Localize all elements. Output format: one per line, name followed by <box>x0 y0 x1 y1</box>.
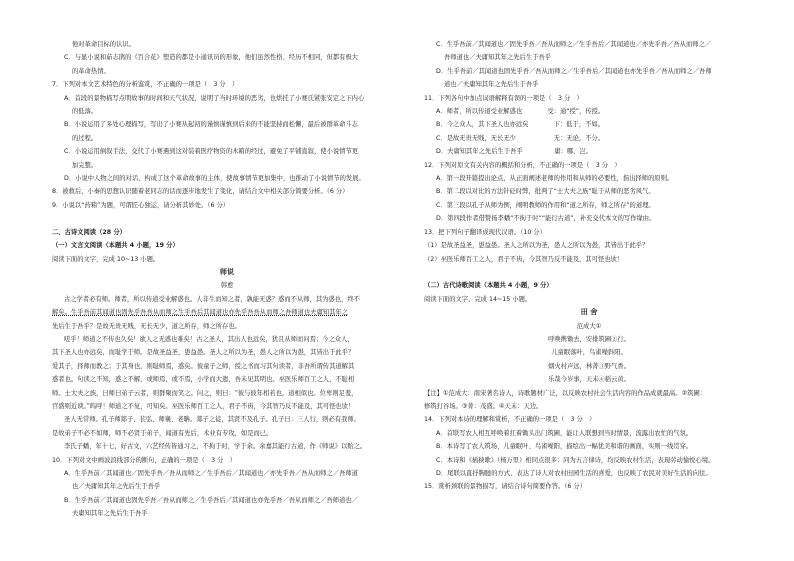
right-text-line: 修筑打谷场。③菁：茂盛。④天末：天边。 <box>424 402 543 410</box>
left-text-line: 师。士大夫之族，曰师曰弟子云者，则群聚而笑之。问之，则曰：“彼与彼年相若也，道相似也。位卑则足羞， <box>52 389 358 397</box>
left-text-line: 的过程。 <box>72 134 98 142</box>
left-text-line: 先后生于吾乎？是故无贵无贱，无长无少，道之所存，师之所存也。 <box>52 322 241 330</box>
right-text-line: D．第四段作者借赞扬李蟠“不拘于时”“能行古道”，补充交代本文的写作缘由。 <box>436 215 656 223</box>
left-text-line: 他对革命目标的认识。 <box>72 41 135 48</box>
left-text-line: 嗟乎！师道之不传也久矣！欲人之无惑也难矣！古之圣人，其出人也远矣，犹且从师而问焉；今之众人， <box>64 335 354 343</box>
left-text-line: D．小说中人物之间的对话，构成了这个革命故事的主体，使故事情节更加集中，也推动了小说情节的发展。 <box>64 175 365 183</box>
right-text-line: 道也／夫庸知其年之先后生于吾乎 <box>444 81 539 89</box>
left-text-line: C．与显小说和茹志鹃的《百合花》塑造的都是小通讯员的形象，他们虽然性格、经历不相同，但都有极大 <box>64 54 359 62</box>
right-text-line: 12．下列对原文有关内容的概括和分析，不正确的一项是（ 3 分 ） <box>424 161 621 169</box>
left-text-line: 夫庸知其年之先后生于吾乎 <box>72 510 148 518</box>
left-text-line: 爱其子，择师而教之；于其身也，则耻师焉，惑矣。彼童子之师，授之书而习其句读者，非吾所谓传其道解其 <box>52 362 355 370</box>
right-text-line: （二）古代诗歌阅读（本题共 4 小题，9 分） <box>424 282 553 290</box>
left-text-line: 古之学者必有师。师者，所以传道受业解惑也。人非生而知之者，孰能无惑？惑而不从师，其为惑也，终不 <box>64 295 360 303</box>
right-text-line: 田 舍 <box>580 308 598 317</box>
right-text-line: 15．赏析颈联的景物描写，请结合诗句简要作答。（6 分） <box>424 483 586 491</box>
left-text-line: C．小说运用倒叙手法，交代了小赛遇到这对装着医疗物资的木箱的经过，避免了平铺直叙，使小说情节更 <box>64 148 359 156</box>
right-text-line: C．第三段以孔子从师为例，阐明教师的作用和“道之所存，师之所存”的道理。 <box>436 201 655 209</box>
right-text-line: 范成大① <box>576 322 602 330</box>
right-text-line: A．第一段开篇提出论点，从正面阐述老师的作用和从师的必要性，指出择师的原则。 <box>436 175 674 183</box>
left-text-line: 官盛则近谀。”呜呼！师道之不复，可知矣。巫医乐师百工之人，君子不齿，今其智乃反不能及，其可怪也欤！ <box>52 402 355 410</box>
left-text-line: 圣人无常师。孔子师郯子、苌弘、师襄、老聃。郯子之徒，其贤不及孔子。孔子曰：三人行，则必有我师。 <box>64 416 360 424</box>
right-text-line: C．本诗和《插秧歌》（杨万里）相同点很多：同为五言律诗，均反映农村生活，表现劳动愉悦心境。 <box>436 456 715 464</box>
right-text-line: 烟火村声远，林菁③野气香。 <box>548 362 630 370</box>
left-text-line: 的低落。 <box>72 108 98 116</box>
left-text-line: 韩愈 <box>220 282 234 290</box>
left-text-line: 师说 <box>220 267 234 276</box>
right-text-line: D．尾联以直抒胸臆的方式，表达了诗人对农村田园生活的喜爱，也反映了农民对美好生活的向往。 <box>436 470 712 477</box>
left-text-line: 李氏子蟠，年十七，好古文，六艺经传皆通习之，不拘于时，学于余。余嘉其能行古道，作《师说》以贻之。 <box>64 443 367 451</box>
right-text-line: 【注】①范成大：南宋著名诗人，诗歌题材广泛，以反映农村社会生活内容的作品成就最高。②筑圃： <box>424 389 707 397</box>
right-text-line: 吾师道也／夫庸知其年之先后生于吾乎 <box>444 54 552 62</box>
right-text-line: 呼唤携锄去，安排筑圃②行。 <box>548 335 630 343</box>
right-text-line: 14．下列对本诗的理解和赏析，不正确的一项是（ 3 分 ） <box>424 416 596 424</box>
right-text-line: B．第二段以对比的方法针砭时弊，批判了“士大夫之族”耻于从师的恶劣风气。 <box>436 188 655 196</box>
left-text-line <box>52 212 402 225</box>
left-text-line: 10．下列对文中画波浪线部分的断句，正确的一项是（ 3 分 ） <box>52 456 237 464</box>
right-text-line: C．生乎吾前／其闻道也／固先乎吾／吾从而师之／生乎吾后／其闻道也／亦先乎吾／吾从而师之／ <box>436 41 712 48</box>
right-text-line: （2）巫医乐师百工之人，君子不齿，今其智乃反不能及，其可怪也欤！ <box>424 255 624 263</box>
right-text-line: 阅读下面的文字，完成 14~15 小题。 <box>424 295 532 303</box>
right-text-line: B．本诗写了农人筑场、儿童眠叶、鸟雀噪阳，描绘出一幅优美和谐的画面，实则一线贯穿。 <box>436 443 693 451</box>
left-text-line: 其下圣人也亦远矣，而耻学于师。是故圣益圣，愚益愚。圣人之所以为圣，愚人之所以为愚，其皆出于此乎？ <box>52 349 355 357</box>
right-text-line: 乐哉今岁事，天末④稻云黄。 <box>548 376 630 384</box>
left-text-line: （一）文言文阅读（本题共 4 小题，19 分） <box>52 242 179 250</box>
left-text-line: B．生乎吾前／其闻道也固先乎吾／吾从而师之／生乎吾后／其闻道也亦先乎吾／吾从而师之／吾师道也／ <box>64 496 358 504</box>
left-text-line: A．生乎吾前／其闻道也／固先乎吾／吾从而师之／生乎吾后／其闻道也／亦先乎吾／吾从而师之／吾师道 <box>64 470 358 477</box>
right-text-line: 13．把下列句子翻译成现代汉语。（10 分） <box>424 228 546 236</box>
right-text-line: 儿童眠落叶，鸟雀噪斜阳。 <box>551 349 627 357</box>
right-text-line <box>424 266 754 279</box>
left-text-line: 8．被救后，小秦的思想认识随着老同志的话而逐步地发生了变化，请结合文中相关部分简要分析。（6 分） <box>52 188 349 196</box>
left-text-line: 加完整。 <box>72 161 98 169</box>
left-text-line: 也／夫庸知其年之先后生于吾乎 <box>72 483 161 491</box>
right-text-line: D．生乎吾前／其闻道也固先乎吾／吾从而师之／生乎吾后／其闻道也亦先乎吾／吾从而师之／吾师 <box>436 67 712 75</box>
left-text-line: 惑者也。句读之不知，惑之不解，或师焉，或不焉，小学而大遗，吾未见其明也。巫医乐师百工之人，不耻相 <box>52 376 355 384</box>
right-text-line: B．今之众人，其下圣人也亦远矣 下：低于，不如。 <box>436 121 605 129</box>
left-text-line: 是故弟子不必不如师，师不必贤于弟子，闻道有先后，术业有专攻，如是而已。 <box>52 429 273 437</box>
left-text-line: A．首段的景物描写点明故事的时间和天气状况，说明了当时环境的恶劣，也烘托了小赛氏紧张安定之下内心 <box>64 94 365 102</box>
left-text-line: 的革命热情。 <box>72 67 110 75</box>
left-text-line: 7．下列对本文艺术特色的分析鉴赏，不正确的一项是（ 3 分 ） <box>52 81 239 89</box>
left-text-line: 阅读下面的文字，完成 10~13 小题。 <box>52 255 160 263</box>
left-text-line: 二、古诗文阅读（28 分） <box>52 228 126 236</box>
left-column <box>52 38 402 521</box>
right-text-line: A．首联写农人相互呼唤着扛着锄头出门筑圃，能让人联想到当时情景，流露出农忙的气氛。 <box>436 429 693 437</box>
left-text-line: 9．小说以“药箱”为题，可谓匠心独运，请分析其妙处。（6 分） <box>52 201 230 209</box>
right-column <box>424 38 754 494</box>
right-text-line: C．是故无贵无贱，无长无少 无：无论，不分。 <box>436 134 605 142</box>
left-text-line: B．小说运用了多处心理描写，写出了小赛从起初的谨慎谨慎到后来的不能坚持而松懈，最后被群革命斗志 <box>64 121 358 129</box>
right-text-line: （1）是故圣益圣，愚益愚。圣人之所以为圣，愚人之所以为愚，其皆出于此乎？ <box>424 242 649 250</box>
right-text-line: A．师者，所以传道受业解惑也 受：通“授”，传授。 <box>436 108 605 116</box>
right-text-line: D．夫庸知其年之先后生于吾乎 庸：哪，岂。 <box>436 148 592 156</box>
right-text-line: 11．下列各句中加点词语解释有误的一项是（ 3 分 ） <box>424 94 583 102</box>
left-text-line: 解矣。生乎吾前其闻道也固先乎吾吾从而师之生乎吾后其闻道也亦先乎吾吾从而师之吾师道也夫庸知其年之 <box>52 309 348 317</box>
